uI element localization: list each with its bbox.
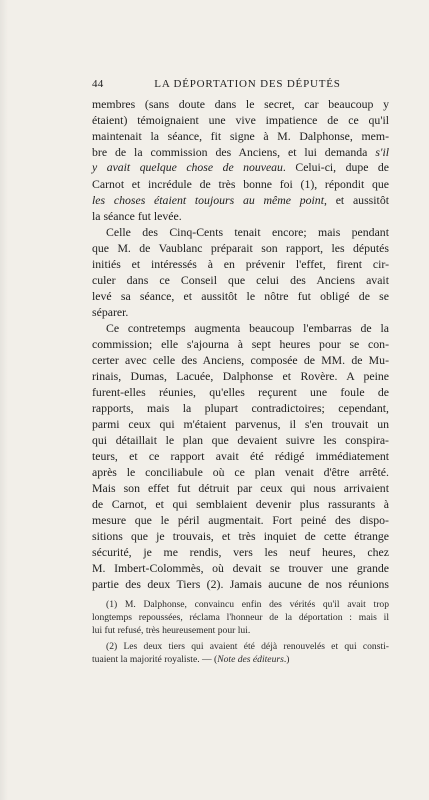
text-line: culer dans ce Conseil que celui des Anciens avait <box>92 273 389 287</box>
footnote-line: (1) M. Dalphonse, convaincu enfin des vérités qu'il avait trop <box>106 599 389 610</box>
footnote-line: longtemps repoussées, réclama l'honneur de la déportation : mais il <box>92 612 389 623</box>
text-line: rinais, Dumas, Lacuée, Dalphonse et Rovère. A peine <box>92 369 389 383</box>
paragraph-3 <box>92 320 389 592</box>
text-line: teurs, et ce rapport avait été rédigé immédiatement <box>92 449 389 463</box>
running-title: LA DÉPORTATION DES DÉPUTÉS <box>154 78 341 90</box>
text-line: M. Imbert-Colommès, où devait se trouver une grande <box>92 561 389 575</box>
footnote-line: (2) Les deux tiers qui avaient été déjà renouvelés et qui consti- <box>106 641 389 652</box>
text-line: sécurité, je me rendis, vers les neuf heures, chez <box>92 545 389 559</box>
footnote-line: lui fut refusé, très heureusement pour lui. <box>92 625 251 636</box>
footnote-2 <box>92 640 389 666</box>
page-gutter-shadow <box>0 0 8 800</box>
text-line: Ce contretemps augmenta beaucoup l'embarras de la <box>106 321 389 335</box>
running-header <box>92 78 389 90</box>
text-line: rapports, mais la plupart contradictoires; cependant, <box>92 401 389 415</box>
text-line: certer avec celle des Anciens, composée de MM. de Mu- <box>92 353 389 367</box>
body-text <box>92 96 389 592</box>
text-line: étaient) témoignaient une vive impatience de ce qu'il <box>92 113 389 127</box>
text-line: Carnot et incrédule de très bonne foi (1), répondit que <box>92 177 389 191</box>
text-line: partie des deux Tiers (2). Jamais aucune de nos réunions <box>92 577 389 591</box>
text-line: que M. de Vaublanc préparait son rapport, les députés <box>92 241 389 255</box>
footnote-1 <box>92 598 389 637</box>
text-line: parmi ceux qui m'étaient parvenus, il s'en trouvait un <box>92 417 389 431</box>
text-line: Celle des Cinq-Cents tenait encore; mais pendant <box>106 225 389 239</box>
page-number: 44 <box>92 78 104 90</box>
text-line: bre de la commission des Anciens, et lui demanda s'il <box>92 145 389 159</box>
text-line: qui détaillait le plan que devaient suivre les conspira- <box>92 433 389 447</box>
text-line: maintenait la séance, fit signe à M. Dalphonse, mem- <box>92 129 389 143</box>
text-line: initiés et intéressés à en prévenir l'effet, firent cir- <box>92 257 389 271</box>
text-line: membres (sans doute dans le secret, car beaucoup y <box>92 97 389 111</box>
text-line: après le conciliabule où ce plan venait d'être arrêté. <box>92 465 389 479</box>
text-line: de Carnot, et qui semblaient devenir plus rassurants à <box>92 497 389 511</box>
text-line: les choses étaient toujours au même point, et aussitôt <box>92 193 389 207</box>
text-line: furent-elles réunies, qu'elles reçurent une foule de <box>92 385 389 399</box>
text-line: commission; elle s'ajourna à sept heures pour se con- <box>92 337 389 351</box>
text-line: séparer. <box>92 305 129 319</box>
text-line: y avait quelque chose de nouveau. Celui-ci, dupe de <box>92 161 390 174</box>
text-line: Mais son effet fut détruit par ceux qui nous arrivaient <box>92 481 389 495</box>
text-line: sitions que je trouvais, et très inquiet de cette étrange <box>92 529 389 543</box>
text-line: mesure que le péril augmentait. Fort peiné des dispo- <box>92 513 389 527</box>
paragraph-2 <box>92 224 389 320</box>
footnotes <box>92 598 389 666</box>
paragraph-1 <box>92 96 389 224</box>
text-line: la séance fut levée. <box>92 209 182 223</box>
text-line: levé sa séance, et aussitôt le nôtre fut obligé de se <box>92 289 389 303</box>
footnote-line: tuaient la majorité royaliste. — (Note des éditeurs.) <box>92 654 290 665</box>
